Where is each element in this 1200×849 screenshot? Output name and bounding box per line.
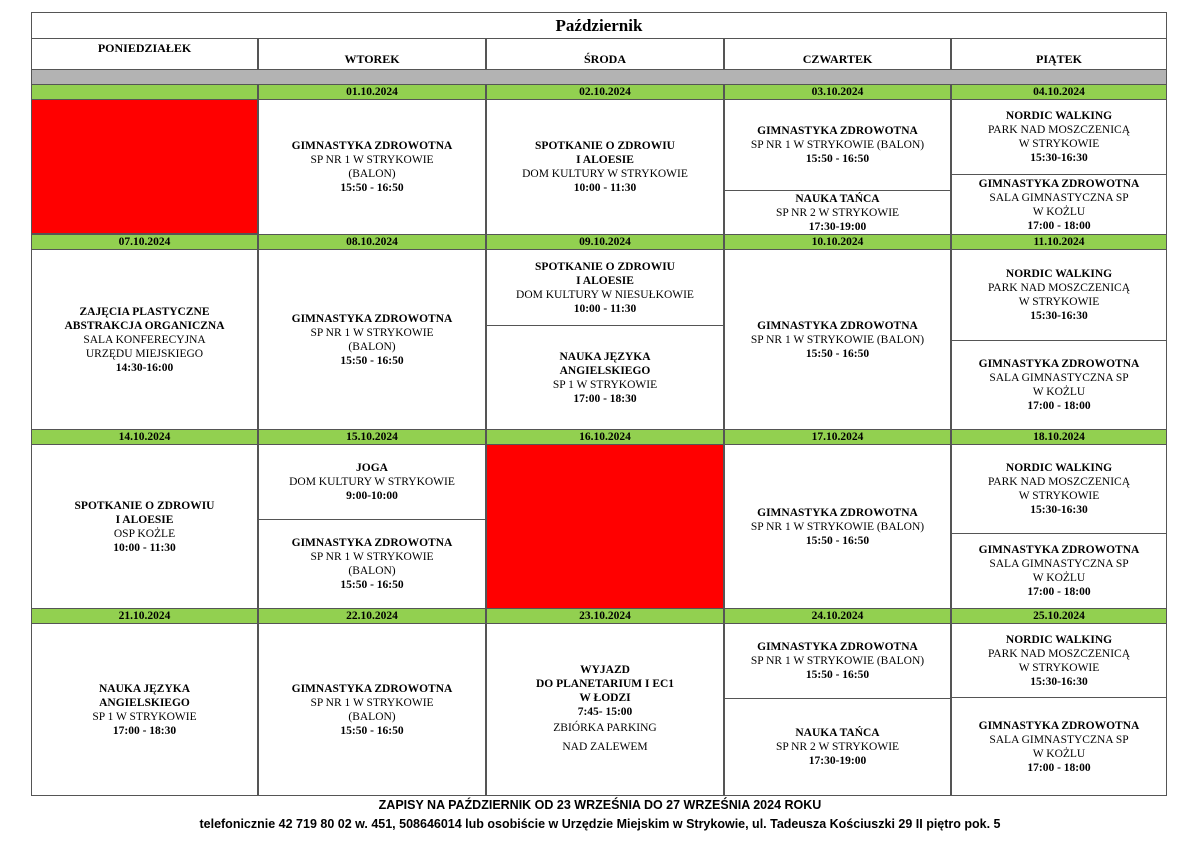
date-cell: 14.10.2024 (31, 429, 258, 445)
event-time: 15:30-16:30 (1030, 152, 1088, 164)
event-title: NORDIC WALKING (1005, 110, 1113, 122)
date-cell: 02.10.2024 (486, 84, 724, 100)
date-cell: 17.10.2024 (724, 429, 951, 445)
event-time: 17:00 - 18:00 (1027, 400, 1091, 412)
event-place: DOM KULTURY W NIESUŁKOWIE (516, 288, 694, 301)
month-title: Październik (31, 12, 1167, 39)
event-time: 10:00 - 11:30 (113, 541, 176, 554)
event-place: PARK NAD MOSZCZENICĄ (987, 476, 1131, 488)
event-cell (951, 99, 1167, 175)
footer-enrollment: ZAPISY NA PAŹDZIERNIK OD 23 WRZEŚNIA DO 27 WRZEŚNIA 2024 ROKU (378, 798, 822, 812)
date-cell: 24.10.2024 (724, 608, 951, 624)
event-time: 15:50 - 16:50 (805, 669, 870, 681)
blocked-day-cell (31, 99, 258, 234)
event-place: PARK NAD MOSZCZENICĄ (987, 282, 1131, 294)
event-title: GIMNASTYKA ZDROWOTNA (978, 177, 1140, 190)
event-place: NAD ZALEWEM (562, 740, 648, 753)
event-title: NAUKA TAŃCA (795, 192, 880, 205)
event-place: W KOŻLU (1032, 572, 1086, 584)
event-place: SP 1 W STRYKOWIE (92, 710, 197, 723)
event-title: GIMNASTYKA ZDROWOTNA (757, 641, 918, 653)
event-cell (724, 249, 951, 430)
event-place: (BALON) (348, 340, 396, 353)
event-place: (BALON) (348, 168, 396, 180)
event-title: NORDIC WALKING (1005, 633, 1113, 646)
schedule-table (31, 12, 1167, 795)
event-place: PARK NAD MOSZCZENICĄ (987, 124, 1131, 136)
event-time: 15:50 - 16:50 (340, 354, 404, 367)
event-cell (951, 697, 1167, 796)
date-cell: 23.10.2024 (486, 608, 724, 624)
event-place: SP NR 1 W STRYKOWIE (310, 154, 434, 166)
footer-contact: telefonicznie 42 719 80 02 w. 451, 508646014 lub osobiście w Urzędzie Miejskim w Strykowie, ul. Tadeusza Kościuszki 29 II piętro pok. 5 (199, 817, 1001, 831)
event-time: 14:30-16:00 (115, 361, 174, 374)
date-cell: 11.10.2024 (951, 234, 1167, 250)
event-title: GIMNASTYKA ZDROWOTNA (978, 544, 1140, 556)
event-title: NAUKA JĘZYKA (559, 350, 651, 363)
event-cell (724, 444, 951, 609)
event-cell (31, 444, 258, 609)
event-time: 15:50 - 16:50 (805, 347, 870, 360)
event-title: WYJAZD (580, 663, 630, 676)
event-cell (724, 698, 951, 796)
event-time: 10:00 - 11:30 (573, 302, 637, 315)
event-title: I ALOESIE (576, 154, 634, 166)
event-title: GIMNASTYKA ZDROWOTNA (757, 506, 918, 519)
event-place: W STRYKOWIE (1018, 661, 1100, 674)
event-place: SP NR 2 W STRYKOWIE (775, 206, 900, 219)
event-time: 17:00 - 18:00 (1027, 586, 1091, 598)
event-cell (258, 99, 486, 235)
event-place: DOM KULTURY W STRYKOWIE (289, 476, 455, 488)
event-title: W ŁODZI (579, 691, 631, 704)
event-time: 15:50 - 16:50 (805, 153, 870, 165)
event-cell (951, 249, 1167, 341)
date-cell: 22.10.2024 (258, 608, 486, 624)
event-place: PARK NAD MOSZCZENICĄ (987, 647, 1131, 660)
event-time: 17:30-19:00 (808, 220, 867, 233)
event-cell (258, 444, 486, 520)
event-title: GIMNASTYKA ZDROWOTNA (978, 358, 1140, 370)
event-time: 17:00 - 18:00 (1027, 219, 1091, 232)
date-cell: 04.10.2024 (951, 84, 1167, 100)
event-title: NAUKA TAŃCA (795, 727, 880, 739)
event-title: GIMNASTYKA ZDROWOTNA (291, 312, 453, 325)
date-cell: 09.10.2024 (486, 234, 724, 250)
event-cell (951, 623, 1167, 698)
event-time: 17:30-19:00 (808, 755, 867, 767)
event-time: 15:50 - 16:50 (805, 534, 870, 547)
event-place: W STRYKOWIE (1018, 138, 1100, 150)
date-cell: 21.10.2024 (31, 608, 258, 624)
event-title: JOGA (356, 462, 388, 474)
event-place: SP NR 1 W STRYKOWIE (BALON) (750, 333, 925, 346)
date-cell: 01.10.2024 (258, 84, 486, 100)
event-cell (724, 190, 951, 235)
event-cell (258, 519, 486, 609)
event-cell (951, 533, 1167, 609)
event-time: 15:30-16:30 (1030, 310, 1088, 322)
event-time: 15:30-16:30 (1030, 675, 1088, 688)
event-title: ABSTRAKCJA ORGANICZNA (64, 319, 225, 332)
event-place: W KOŻLU (1032, 747, 1086, 760)
event-cell (724, 623, 951, 699)
event-place: SP NR 1 W STRYKOWIE (310, 326, 434, 339)
event-time: 17:00 - 18:30 (573, 392, 637, 405)
event-title: GIMNASTYKA ZDROWOTNA (757, 125, 918, 137)
event-place: W KOŻLU (1032, 386, 1086, 398)
date-cell: 10.10.2024 (724, 234, 951, 250)
event-title: I ALOESIE (576, 274, 634, 287)
event-title: DO PLANETARIUM I EC1 (535, 677, 675, 690)
event-cell (31, 249, 258, 430)
event-cell (951, 174, 1167, 235)
event-title: SPOTKANIE O ZDROWIU (535, 140, 675, 152)
day-header: PONIEDZIAŁEK (31, 38, 258, 81)
event-place: SALA KONFERECYJNA (83, 333, 206, 346)
event-title: ANGIELSKIEGO (559, 364, 651, 377)
day-header: PIĄTEK (951, 38, 1167, 81)
event-title: ANGIELSKIEGO (99, 696, 190, 709)
date-cell (31, 84, 258, 100)
event-title: SPOTKANIE O ZDROWIU (535, 260, 675, 273)
event-place: DOM KULTURY W STRYKOWIE (522, 168, 688, 180)
event-place: (BALON) (348, 565, 396, 577)
date-cell: 16.10.2024 (486, 429, 724, 445)
date-cell: 15.10.2024 (258, 429, 486, 445)
event-place: OSP KOŻLE (113, 527, 176, 540)
day-header: CZWARTEK (724, 38, 951, 81)
event-time: 15:50 - 16:50 (340, 182, 404, 194)
event-place: SP 1 W STRYKOWIE (552, 378, 658, 391)
event-place: ZBIÓRKA PARKING (553, 721, 657, 734)
event-title: NAUKA JĘZYKA (98, 682, 191, 695)
date-cell: 25.10.2024 (951, 608, 1167, 624)
event-place: SALA GIMNASTYCZNA SP (989, 558, 1129, 570)
event-cell (951, 340, 1167, 430)
event-place: SP NR 1 W STRYKOWIE (BALON) (750, 520, 925, 533)
event-place: W KOŻLU (1032, 205, 1086, 218)
event-cell (486, 325, 724, 430)
date-cell: 07.10.2024 (31, 234, 258, 250)
event-cell (258, 249, 486, 430)
event-title: GIMNASTYKA ZDROWOTNA (978, 719, 1140, 732)
event-title: GIMNASTYKA ZDROWOTNA (291, 682, 453, 695)
event-place: SP NR 1 W STRYKOWIE (310, 696, 434, 709)
event-place: W STRYKOWIE (1018, 490, 1100, 502)
event-title: GIMNASTYKA ZDROWOTNA (291, 537, 453, 549)
event-time: 15:50 - 16:50 (340, 724, 404, 737)
event-time: 10:00 - 11:30 (573, 182, 637, 194)
event-title: NORDIC WALKING (1005, 462, 1113, 474)
day-header: ŚRODA (486, 38, 724, 81)
event-title: GIMNASTYKA ZDROWOTNA (757, 319, 918, 332)
date-cell: 18.10.2024 (951, 429, 1167, 445)
event-cell (486, 249, 724, 326)
event-time: 15:50 - 16:50 (340, 579, 404, 591)
event-time: 17:00 - 18:30 (112, 724, 177, 737)
event-place: URZĘDU MIEJSKIEGO (85, 347, 204, 360)
event-title: NORDIC WALKING (1005, 268, 1113, 280)
blocked-day-cell (486, 444, 724, 624)
separator-bar (31, 69, 1167, 85)
event-cell (724, 99, 951, 191)
event-cell (951, 444, 1167, 534)
day-header: WTOREK (258, 38, 486, 81)
event-title: I ALOESIE (115, 513, 174, 526)
event-time: 7:45- 15:00 (577, 705, 633, 718)
event-title: ZAJĘCIA PLASTYCZNE (79, 305, 210, 318)
event-title: GIMNASTYKA ZDROWOTNA (291, 140, 453, 152)
event-cell (258, 623, 486, 796)
date-cell: 03.10.2024 (724, 84, 951, 100)
event-title: SPOTKANIE O ZDROWIU (74, 499, 215, 512)
event-place: SALA GIMNASTYCZNA SP (989, 733, 1129, 746)
event-place: SALA GIMNASTYCZNA SP (989, 372, 1129, 384)
event-cell (486, 623, 724, 796)
event-time: 15:30-16:30 (1030, 504, 1088, 516)
event-time: 17:00 - 18:00 (1027, 761, 1091, 774)
event-cell (486, 99, 724, 235)
event-place: SP NR 2 W STRYKOWIE (775, 741, 900, 753)
date-cell: 08.10.2024 (258, 234, 486, 250)
event-place: SALA GIMNASTYCZNA SP (989, 191, 1129, 204)
event-time: 9:00-10:00 (346, 490, 398, 502)
event-cell (31, 623, 258, 796)
event-place: SP NR 1 W STRYKOWIE (310, 551, 434, 563)
event-place: W STRYKOWIE (1018, 296, 1100, 308)
event-place: SP NR 1 W STRYKOWIE (BALON) (750, 139, 925, 151)
event-place: (BALON) (348, 710, 396, 723)
event-place: SP NR 1 W STRYKOWIE (BALON) (750, 655, 925, 667)
